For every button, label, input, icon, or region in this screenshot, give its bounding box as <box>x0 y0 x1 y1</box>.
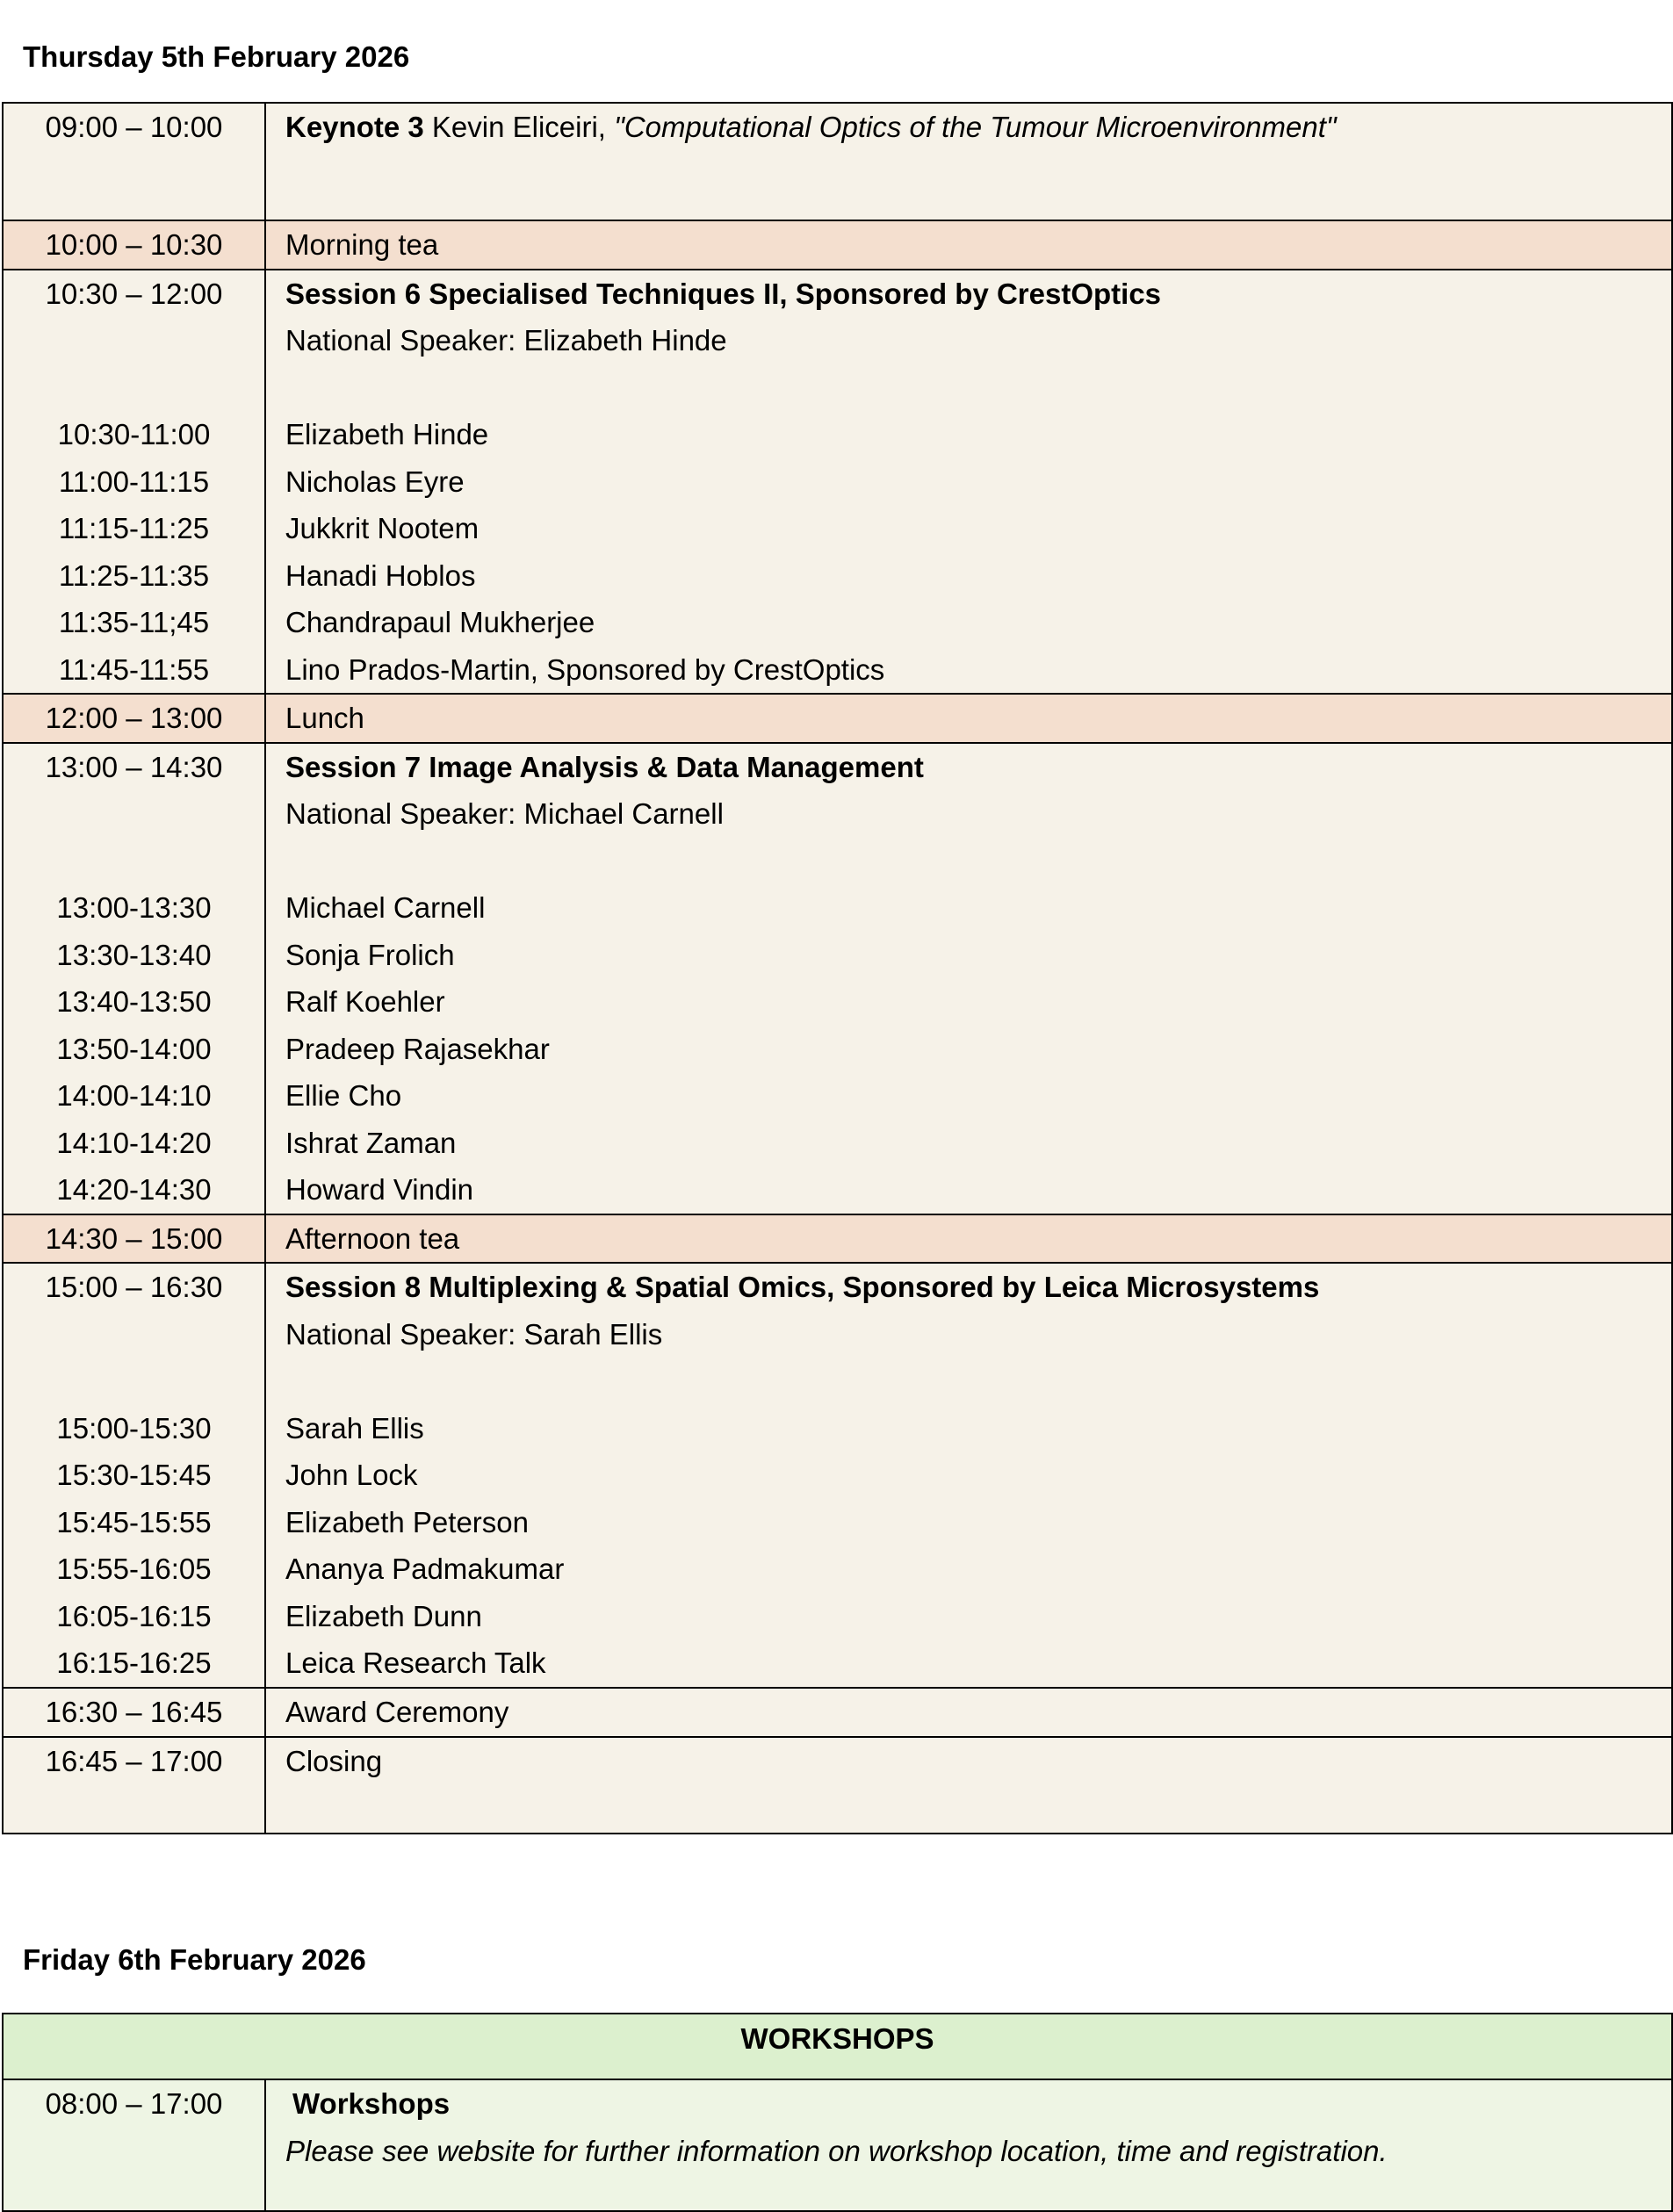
workshops-note: Please see website for further information on workshop location, time and registration. <box>285 2134 1388 2167</box>
morning-tea-time: 10:00 – 10:30 <box>3 220 265 270</box>
session7-talk-speaker: Pradeep Rajasekhar <box>285 1032 550 1065</box>
friday-workshops-table <box>2 2013 1673 2212</box>
session8-talk-speaker: Sarah Ellis <box>285 1411 424 1445</box>
session6-time: 10:30 – 12:00 <box>45 277 223 310</box>
session6-talk-time: 11:45-11:55 <box>58 652 210 686</box>
keynote-content <box>265 103 1672 220</box>
session7-talk-time: 14:20-14:30 <box>56 1173 212 1206</box>
session6-talk-speaker: Elizabeth Hinde <box>285 418 489 450</box>
session8-talk-time: 15:00-15:30 <box>56 1411 212 1445</box>
workshops-header: WORKSHOPS <box>3 2014 1672 2079</box>
session6-national-speaker: National Speaker: Elizabeth Hinde <box>285 324 727 357</box>
session8-talk-speaker: John Lock <box>285 1459 418 1491</box>
morning-tea-label: Morning tea <box>265 220 1672 270</box>
session7-title: Session 7 Image Analysis & Data Management <box>285 750 924 783</box>
session7-talk-speaker: Michael Carnell <box>285 891 486 924</box>
session8-talk-time: 15:30-15:45 <box>56 1459 212 1491</box>
morning-tea-row <box>3 220 1672 270</box>
keynote-title: "Computational Optics of the Tumour Microenvironment" <box>614 111 1337 143</box>
session8-talk-time: 15:55-16:05 <box>56 1553 212 1585</box>
keynote-row <box>3 103 1672 220</box>
session7-talk-time: 14:10-14:20 <box>56 1126 212 1159</box>
thursday-schedule-table <box>2 102 1673 1834</box>
session8-time-cell <box>3 1263 265 1688</box>
award-time: 16:30 – 16:45 <box>3 1688 265 1737</box>
session8-talk-speaker: Elizabeth Dunn <box>285 1599 482 1632</box>
session7-talk-speaker: Ishrat Zaman <box>285 1126 457 1159</box>
session6-talk-speaker: Chandrapaul Mukherjee <box>285 606 595 638</box>
afternoon-tea-time: 14:30 – 15:00 <box>3 1214 265 1264</box>
session8-talk-speaker: Elizabeth Peterson <box>285 1505 530 1538</box>
session6-content <box>265 270 1672 695</box>
session6-talk-time: 11:15-11:25 <box>58 512 210 544</box>
session6-title: Session 6 Specialised Techniques II, Sponsored by CrestOptics <box>285 277 1162 310</box>
session8-national-speaker: National Speaker: Sarah Ellis <box>285 1317 663 1351</box>
session6-talk-time: 10:30-11:00 <box>57 418 211 450</box>
session8-talk-time: 16:15-16:25 <box>56 1646 212 1679</box>
session8-talk-time: 16:05-16:15 <box>56 1599 212 1632</box>
session8-time: 15:00 – 16:30 <box>45 1271 223 1303</box>
session7-time: 13:00 – 14:30 <box>45 750 223 783</box>
session7-talk-time: 14:00-14:10 <box>56 1079 212 1112</box>
session7-talk-speaker: Ralf Koehler <box>285 985 445 1018</box>
closing-row <box>3 1737 1672 1834</box>
session7-talk-time: 13:00-13:30 <box>56 891 212 924</box>
session7-row <box>3 743 1672 1214</box>
session7-talk-speaker: Sonja Frolich <box>285 938 455 971</box>
session8-title: Session 8 Multiplexing & Spatial Omics, Sponsored by Leica Microsystems <box>285 1271 1320 1303</box>
keynote-time: 09:00 – 10:00 <box>3 103 265 220</box>
session7-talk-time: 13:40-13:50 <box>56 985 212 1018</box>
friday-heading: Friday 6th February 2026 <box>23 1943 366 1976</box>
thursday-heading: Thursday 5th February 2026 <box>23 40 410 73</box>
closing-time: 16:45 – 17:00 <box>3 1737 265 1834</box>
session6-talk-speaker: Hanadi Hoblos <box>285 558 476 592</box>
session7-content <box>265 743 1672 1214</box>
afternoon-tea-label: Afternoon tea <box>265 1214 1672 1264</box>
lunch-label: Lunch <box>265 694 1672 743</box>
session6-talk-speaker: Nicholas Eyre <box>285 465 465 498</box>
session6-row <box>3 270 1672 695</box>
closing-label: Closing <box>265 1737 1672 1834</box>
session8-talk-speaker: Leica Research Talk <box>285 1646 546 1679</box>
award-row <box>3 1688 1672 1737</box>
afternoon-tea-row <box>3 1214 1672 1264</box>
keynote-label: Keynote 3 <box>285 111 424 143</box>
session8-talk-time: 15:45-15:55 <box>56 1505 212 1538</box>
lunch-row <box>3 694 1672 743</box>
workshops-content <box>265 2079 1672 2211</box>
session6-talk-time: 11:00-11:15 <box>58 465 210 498</box>
session6-talk-time: 11:35-11;45 <box>58 606 210 638</box>
lunch-time: 12:00 – 13:00 <box>3 694 265 743</box>
session6-talk-time: 11:25-11:35 <box>58 558 210 592</box>
session6-talk-speaker: Lino Prados-Martin, Sponsored by CrestOptics <box>285 652 885 686</box>
workshops-row <box>3 2079 1672 2211</box>
session7-national-speaker: National Speaker: Michael Carnell <box>285 797 724 830</box>
session6-talk-speaker: Jukkrit Nootem <box>285 512 480 544</box>
award-label: Award Ceremony <box>265 1688 1672 1737</box>
session8-content <box>265 1263 1672 1688</box>
workshops-title: Workshops <box>292 2087 451 2120</box>
keynote-speaker: Kevin Eliceiri, <box>423 111 615 143</box>
session7-talk-speaker: Ellie Cho <box>285 1079 402 1112</box>
session7-time-cell <box>3 743 265 1214</box>
session7-talk-time: 13:50-14:00 <box>56 1032 212 1065</box>
session8-talk-speaker: Ananya Padmakumar <box>285 1553 565 1585</box>
session7-talk-time: 13:30-13:40 <box>56 938 212 971</box>
session6-time-cell <box>3 270 265 695</box>
workshops-time: 08:00 – 17:00 <box>3 2079 265 2211</box>
session7-talk-speaker: Howard Vindin <box>285 1173 474 1206</box>
session8-row <box>3 1263 1672 1688</box>
workshops-header-row <box>3 2014 1672 2079</box>
